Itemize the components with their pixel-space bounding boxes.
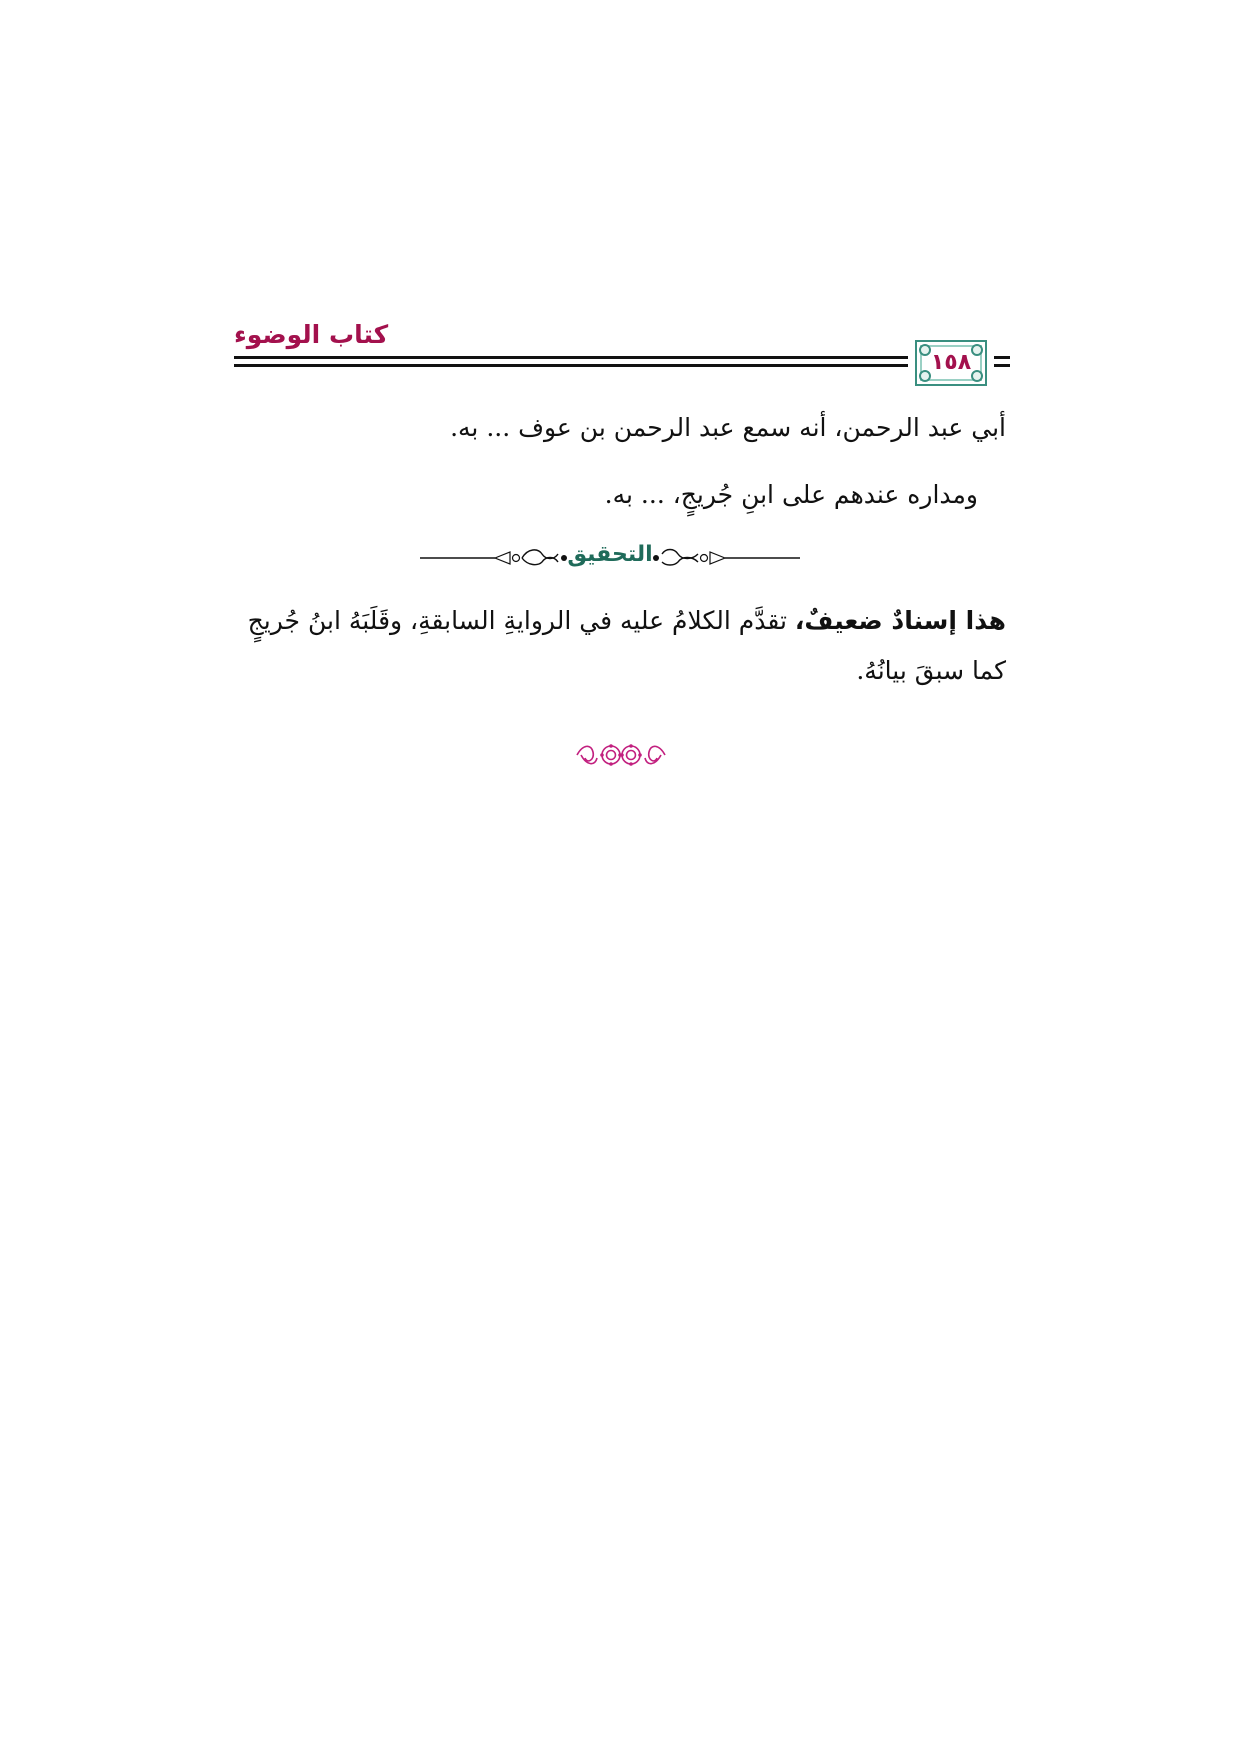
header-rule-top [234, 356, 1010, 359]
header-rule-bottom [234, 364, 1010, 367]
body-line-2: ومداره عندهم على ابنِ جُريجٍ، ... به. [604, 480, 978, 509]
paragraph-lead: هذا إسنادٌ ضعيفٌ، [794, 606, 1006, 635]
page-number: ١٥٨ [930, 350, 972, 375]
floral-end-ornament-icon [573, 738, 669, 772]
section-title: التحقيق [567, 542, 653, 567]
body-line-1: أبي عبد الرحمن، أنه سمع عبد الرحمن بن عوف ... به. [450, 413, 1006, 442]
page-number-frame [915, 340, 987, 386]
section-heading [400, 536, 820, 576]
page-header [234, 316, 1010, 390]
paragraph-text: تقدَّم الكلامُ عليه في الروايةِ السابقةِ، وقَلَبَهُ ابنُ جُريجٍ كما سبقَ بيانُهُ. [247, 606, 1006, 685]
book-title: كتاب الوضوء [234, 320, 389, 349]
verification-paragraph [230, 596, 1006, 696]
